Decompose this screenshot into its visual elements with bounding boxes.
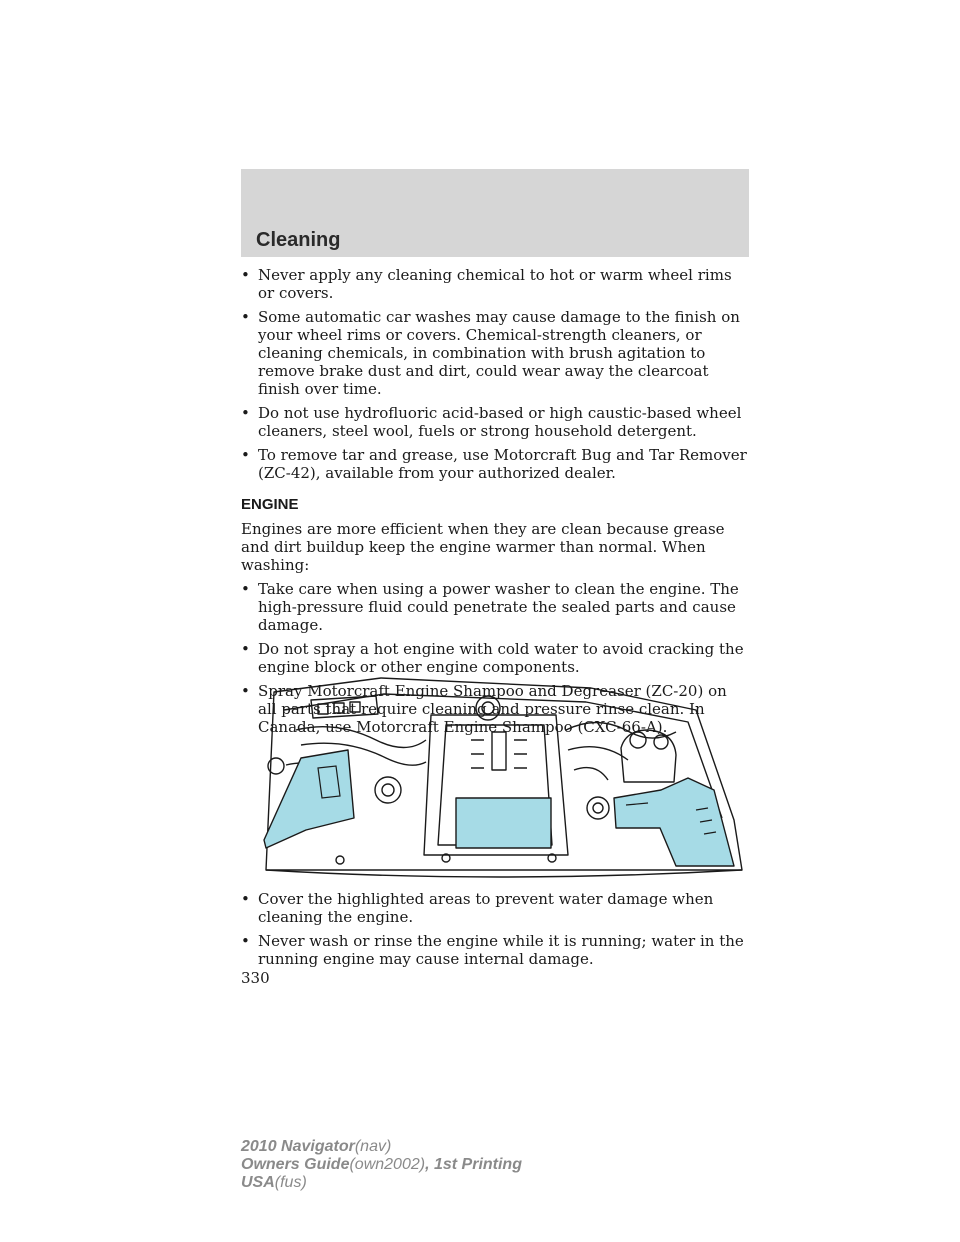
list-item: • Do not use hydrofluoric acid-based or high caustic-based wheel cleaners, steel wool, fuels or strong household detergent. [241,404,742,440]
page-number: 330 [241,969,270,987]
list-item: • Never apply any cleaning chemical to hot or warm wheel rims or covers. [241,266,732,302]
document-footer: 2010 Navigator(nav) Owners Guide(own2002), 1st Printing USA(fus) [241,1138,522,1191]
bullet-icon: • [241,640,250,658]
bullet-icon: • [241,682,250,700]
section-heading-engine: ENGINE [241,496,299,513]
bullet-icon: • [241,890,250,908]
list-item: • Cover the highlighted areas to prevent water damage when cleaning the engine. [241,890,714,926]
list-item: • Take care when using a power washer to clean the engine. The high-pressure fluid could penetrate the sealed parts and cause damage. [241,580,739,634]
bullet-icon: • [241,580,250,598]
bullet-icon: • [241,308,250,326]
list-item: • To remove tar and grease, use Motorcraft Bug and Tar Remover (ZC-42), available from your authorized dealer. [241,446,747,482]
bullet-icon: • [241,404,250,422]
engine-notes [241,890,749,974]
list-item: • Some automatic car washes may cause damage to the finish on your wheel rims or covers. Chemical-strength cleaners, or cleaning chemicals, in combination with brush agitation to remove brake dust and dirt, could wear away the clearcoat finish over time. [241,308,740,398]
bullet-icon: • [241,446,250,464]
engine-intro: Engines are more efficient when they are clean because grease and dirt buildup keep the engine warmer than normal. When washing: [241,520,725,574]
bullet-icon: • [241,932,250,950]
page-title: Cleaning [256,229,341,251]
engine-compartment-illustration [256,670,748,885]
bullet-icon: • [241,266,250,284]
list-item: • Never wash or rinse the engine while it is running; water in the running engine may cause internal damage. [241,932,744,968]
list-item: • Do not spray a hot engine with cold water to avoid cracking the engine block or other engine components. [241,640,744,676]
list-item: • Spray Motorcraft Engine Shampoo and Degreaser (ZC-20) on all parts that require cleaning and pressure rinse clean. In Canada, use Motorcraft Engine Shampoo (CXC-66-A). [241,682,727,736]
